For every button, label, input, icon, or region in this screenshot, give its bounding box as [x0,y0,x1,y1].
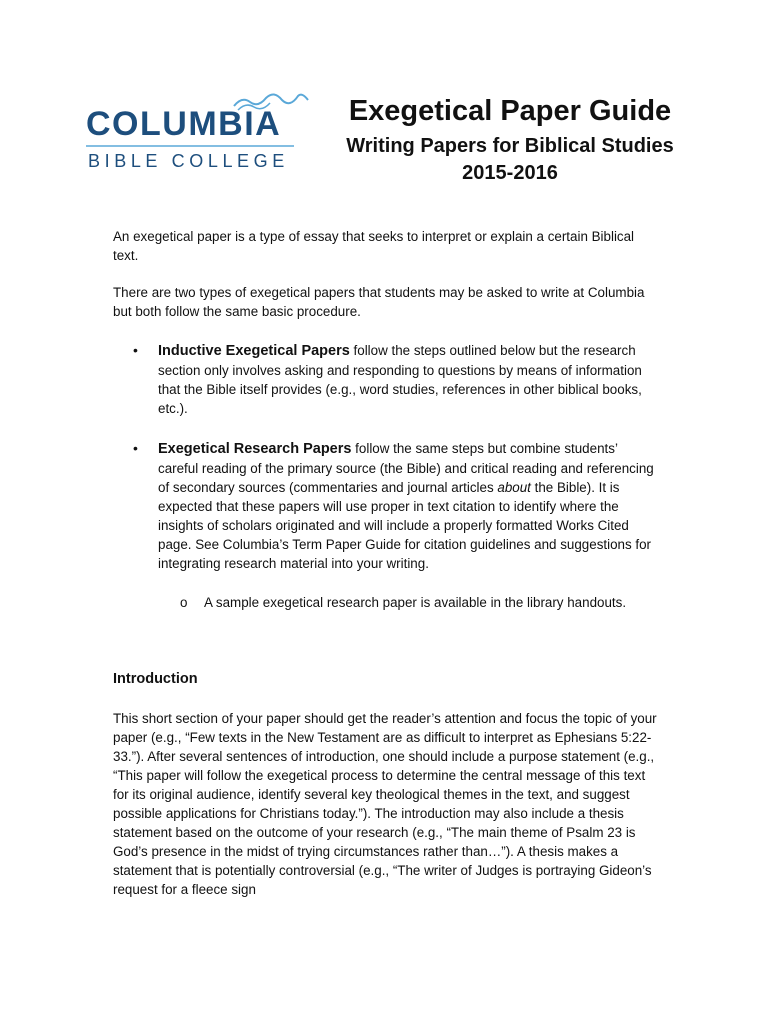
paragraph-introduction: This short section of your paper should get the reader’s attention and focus the topic of your paper (e.g., “Few texts in the New Testament are as difficult to interpret as Ephesians 5:22-33.”). After several sentences of introduction, one should include a purpose statement (e.g., “This paper will follow the exegetical process to determine the central message of this text for its original audience, identify several key theological themes in the text, and suggest possible applications for Christians today.”). The introduction may also include a thesis statement based on the outcome of your research (e.g., “The main theme of Psalm 23 is God’s presence in the midst of trying circumstances rather than…”). A thesis makes a statement that is potentially controversial (e.g., “The writer of Judges is portraying Gideon’s request for a fleece sign [113,711,657,897]
paragraph-definition: An exegetical paper is a type of essay that seeks to interpret or explain a certain Biblical text. [113,229,635,263]
sub-bullet-marker: o [180,595,188,610]
bullet-text: follow the steps outlined below but the research section only involves asking and responding to questions by means of information that the Bible itself provides (e.g., word studies, references in other biblical books, etc.). [158,343,642,416]
paragraph-types: There are two types of exegetical papers that students may be asked to write at Columbia but both follow the same basic procedure. [113,285,645,319]
logo-name: COLUMBIA [86,105,282,143]
page-year: 2015-2016 [462,162,558,184]
columbia-bible-college-logo [86,88,312,178]
bullet-text: follow the same steps but combine students’ careful reading of the primary source (the Bible) and critical reading and referencing of secondary sources (commentaries and journal articles [158,441,654,495]
page-subtitle: Writing Papers for Biblical Studies [346,135,674,157]
bullet-term: Exegetical Research Papers [158,441,352,457]
bullet-emphasis: about [497,480,531,495]
bullet-term: Inductive Exegetical Papers [158,343,350,359]
bullet-text-continued: the Bible). It is expected that these papers will use proper in text citation to identify where the insights of scholars originated and will include a properly formatted Works Cited page. See Columbia’s Term Paper Guide for citation guidelines and suggestions for integrating research material into your writing. [158,480,652,571]
sub-bullet-text: A sample exegetical research paper is available in the library handouts. [204,595,627,610]
title-block [340,94,680,187]
bullet-marker: • [133,440,138,456]
page-title: Exegetical Paper Guide [348,95,672,127]
bullet-marker: • [133,342,138,358]
section-heading-introduction: Introduction [113,671,198,687]
bullet-content [158,341,658,418]
bullet-content [158,439,658,573]
logo-subtitle: BIBLE COLLEGE [88,151,289,171]
